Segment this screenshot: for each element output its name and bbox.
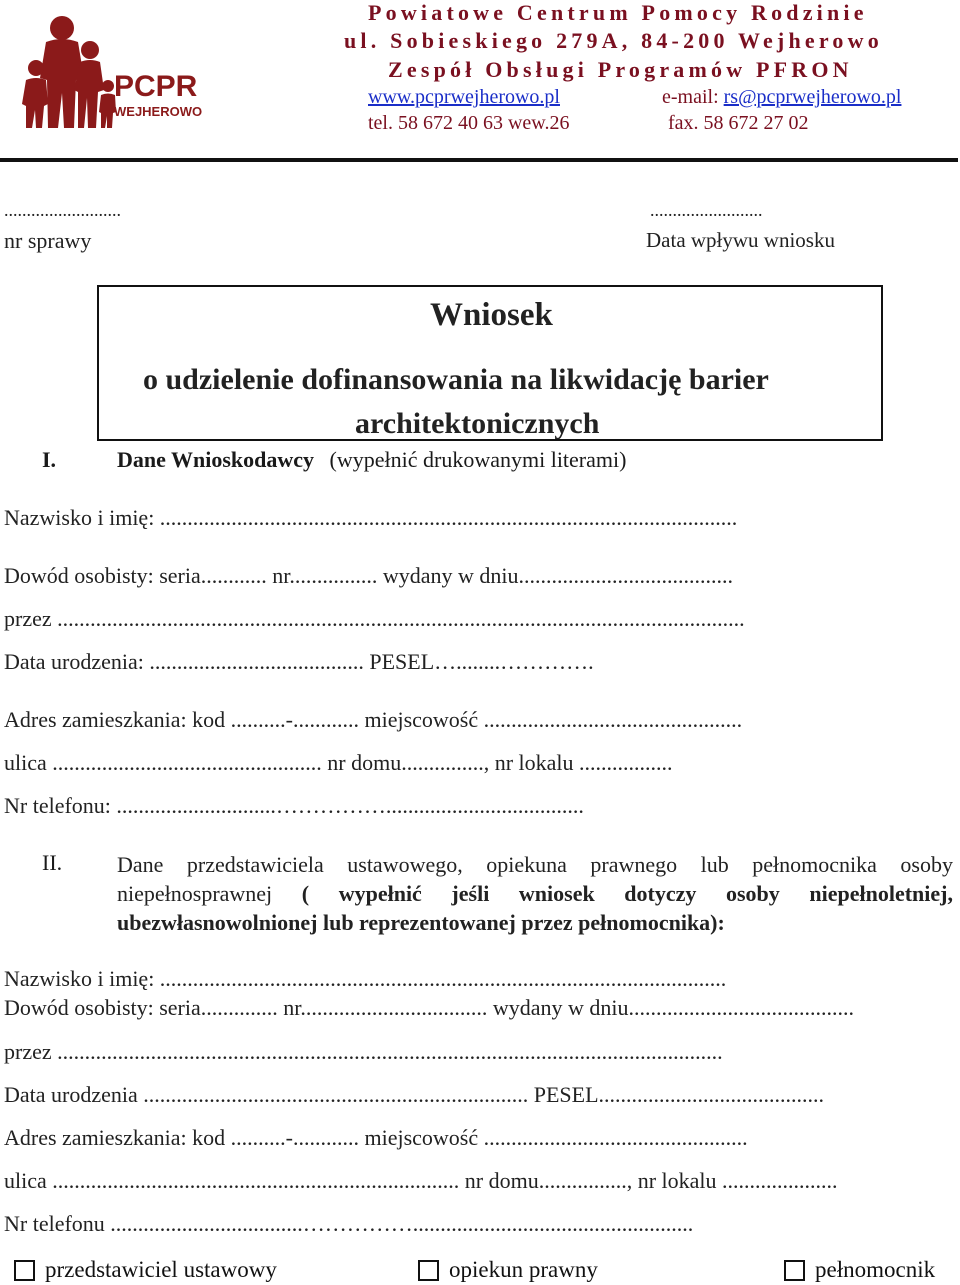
org-team: Zespół Obsługi Programów PFRON (388, 57, 853, 82)
section2-number: II. (42, 850, 63, 875)
email-row (662, 86, 901, 109)
checkbox-square-icon[interactable] (784, 1260, 805, 1281)
checkbox-label: pełnomocnik (815, 1257, 936, 1282)
website-link-row (368, 86, 560, 109)
form-subtitle-line2: architektonicznych (355, 407, 600, 440)
org-address: ul. Sobieskiego 279A, 84-200 Wejherowo (344, 28, 883, 53)
section1-note: (wypełnić drukowanymi literami) (329, 447, 627, 472)
receipt-date-dots: ......................... (650, 200, 763, 220)
s2-id-card-field[interactable]: Dowód osobisty: seria.............. nr.................................. wydany w dniu......................................... (4, 995, 855, 1020)
s2-birth-pesel-field[interactable]: Data urodzenia ...................................................................... PESEL......................................... (4, 1082, 825, 1107)
checkbox-label: opiekun prawny (449, 1257, 598, 1282)
section1-heading: Dane Wnioskodawcy (117, 447, 315, 472)
fax-text: fax. 58 672 27 02 (668, 112, 809, 134)
checkbox-square-icon[interactable] (418, 1260, 439, 1281)
checkbox-square-icon[interactable] (14, 1260, 35, 1281)
phone-text: tel. 58 672 40 63 wew.26 (368, 112, 570, 134)
receipt-date-label: Data wpływu wniosku (646, 228, 835, 252)
s1-issued-by-field[interactable]: przez ............................................................................................................................. (4, 606, 745, 631)
s2-issued-by-field[interactable]: przez ......................................................................................................................... (4, 1039, 723, 1064)
checkbox-legal-guardian[interactable] (418, 1257, 598, 1283)
s2-street-field[interactable]: ulica .......................................................................... nr domu................, nr lokalu ..................... (4, 1168, 838, 1193)
checkbox-proxy[interactable] (784, 1257, 935, 1283)
s2-address-field[interactable]: Adres zamieszkania: kod ..........-............ miejscowość ................................................ (4, 1125, 748, 1150)
checkbox-legal-representative[interactable] (14, 1257, 277, 1283)
website-link[interactable]: www.pcprwejherowo.pl (368, 86, 560, 108)
form-title: Wniosek (430, 297, 553, 333)
s1-id-card-field[interactable]: Dowód osobisty: seria............ nr................ wydany w dniu....................................... (4, 563, 734, 588)
case-number-label: nr sprawy (4, 228, 92, 253)
s1-full-name-field[interactable]: Nazwisko i imię: ......................................................................................................... (4, 505, 738, 530)
org-name: Powiatowe Centrum Pomocy Rodzinie (368, 0, 868, 25)
section2-text: Dane przedstawiciela ustawowego, opiekuna prawnego lub pełnomocnika osoby niepełnosprawnej (117, 852, 953, 906)
s1-phone-field[interactable]: Nr telefonu: .............................…………….................................... (4, 793, 584, 818)
s1-address-field[interactable]: Adres zamieszkania: kod ..........-............ miejscowość ............................................... (4, 707, 743, 732)
s1-street-field[interactable]: ulica ................................................. nr domu..............., nr lokalu ................. (4, 750, 673, 775)
email-label: e-mail: (662, 86, 719, 108)
logo-city: WEJHEROWO (114, 104, 203, 119)
logo-name: PCPR (114, 70, 198, 103)
section2-heading (117, 850, 953, 937)
s2-phone-field[interactable]: Nr telefonu ...................................……………................................................... (4, 1211, 694, 1236)
s2-full-name-field[interactable]: Nazwisko i imię: ....................................................................................................... (4, 966, 727, 991)
checkbox-label: przedstawiciel ustawowy (45, 1257, 277, 1282)
form-subtitle-line1: o udzielenie dofinansowania na likwidację barier (143, 363, 769, 396)
email-link[interactable]: rs@pcprwejherowo.pl (723, 86, 902, 108)
section1-number: I. (42, 447, 57, 472)
case-number-dots: .......................... (4, 200, 121, 220)
header-divider (0, 158, 958, 162)
section2-note: ( wypełnić jeśli wniosek dotyczy osoby niepełnoletniej, ubezwłasnowolnionej lub reprezentowanej przez pełnomocnika): (117, 881, 953, 935)
s1-birth-pesel-field[interactable]: Data urodzenia: ....................................... PESEL…........…………. (4, 649, 594, 674)
pcpr-logo (12, 8, 203, 138)
title-box (97, 285, 883, 441)
section1-heading-row (117, 447, 626, 473)
